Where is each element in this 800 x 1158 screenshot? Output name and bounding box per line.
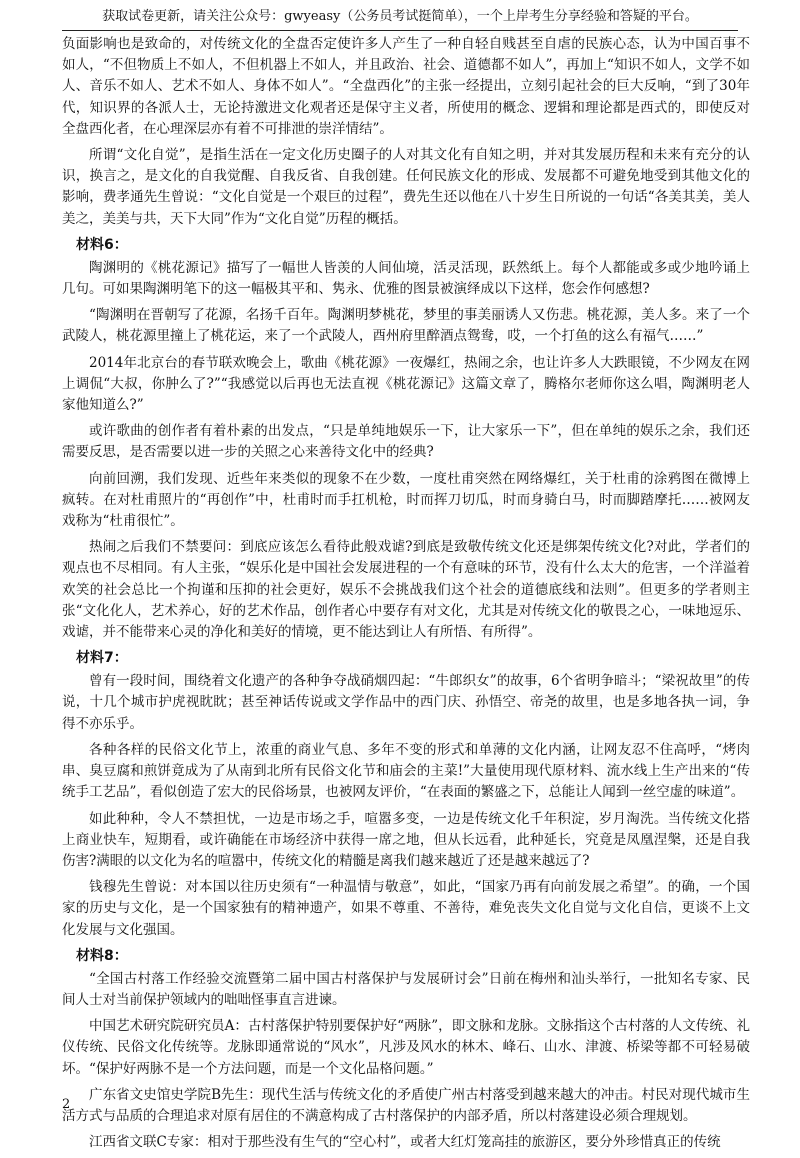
body-paragraph: 广东省文史馆史学院B先生：现代生活与传统文化的矛盾使广州古村落受到越来越大的冲击。村民对现代城市生活方式与品质的合理追求对原有居住的不满意构成了古村落保护的内部矛盾，所以村落建设必须合理规划。: [62, 1086, 750, 1124]
body-paragraph: 陶渊明的《桃花源记》描写了一幅世人皆羡的人间仙境，活灵活现，跃然纸上。每个人都能或多或少地吟诵上几句。可如果陶渊明笔下的这一幅极其平和、隽永、优雅的图景被演绎成以下这样，您会作何感想?: [62, 259, 750, 298]
body-paragraph: 负面影响也是致命的，对传统文化的全盘否定使许多人产生了一种自轻自贱甚至自虐的民族心态，认为中国百事不如人，“不但物质上不如人，不但机器上不如人，并且政治、社会、道德都不如人”，再加上“知识不如人，文学不如人、音乐不如人、艺术不如人、身体不如人”。“全盘西化”的主张一经提出，立刻引起社会的巨大反响，“到了30年代，知识界的各派人士，无论持激进文化观者还是保守主义者，所使用的概念、逻辑和理论都是西式的，即使反对全盘西化者，在心理深层亦有着不可排泄的崇洋情结”。: [62, 36, 750, 137]
page-header: 获取试卷更新，请关注公众号：gwyeasy（公务员考试挺简单），一个上岸考生分享经验和答疑的平台。: [102, 9, 698, 24]
body-paragraph: 所谓“文化自觉”，是指生活在一定文化历史圈子的人对其文化有自知之明，并对其发展历程和未来有充分的认识，换言之，是文化的自我觉醒、自我反省、自我创建。任何民族文化的形成、发展都不可避免地受到其他文化的影响，费孝通先生曾说：“文化自觉是一个艰巨的过程”，费先生还以他在八十岁生日所说的一句话“各美其美，美人美之，美美与共，天下大同”作为“文化自觉”历程的概括。: [62, 147, 750, 227]
page-number: 2: [62, 1097, 71, 1112]
body-paragraph: 各种各样的民俗文化节上，浓重的商业气息、多年不变的形式和单薄的文化内涵，让网友忍不住高呼，“烤肉串、臭豆腐和煎饼竟成为了从南到北所有民俗文化节和庙会的主菜!”大量使用现代原材料、流水线上生产出来的“传统手工艺品”，看似创造了宏大的民俗场景，也被网友评价，“在表面的繁盛之下，总能让人闻到一丝空虚的味道”。: [62, 741, 750, 801]
section-heading: 材料6：: [76, 236, 128, 253]
body-paragraph: 热闹之后我们不禁要问：到底应该怎么看待此般戏谑?到底是致敬传统文化还是绑架传统文化?对此，学者们的观点也不尽相同。有人主张，“娱乐化是中国社会发展进程的一个有意味的环节，没有什么太大的危害，一个洋溢着欢笑的社会总比一个拘谨和压抑的社会更好，娱乐不会挑战我们这个社会的道德底线和法则”。但更多的学者则主张“文化化人，艺术养心，好的艺术作品，创作者心中要存有对文化，尤其是对传统文化的敬畏之心，一味地逗乐、戏谑，并不能带来心灵的净化和美好的情境，更不能达到让人有所悟、有所得”。: [62, 539, 750, 641]
body-paragraph: 曾有一段时间，围绕着文化遗产的各种争夺战硝烟四起：“牛郎织女”的故事，6个省明争暗斗；“梁祝故里”的传说，十几个城市护虎视眈眈；甚至神话传说或文学作品中的西门庆、孙悟空、帝尧的故里，也是多地各执一词，争得不亦乐乎。: [62, 673, 750, 732]
body-paragraph: 如此种种，令人不禁担忧，一边是市场之手，喧嚣多变，一边是传统文化千年积淀，岁月淘洗。当传统文化搭上商业快车，短期看，或许确能在市场经济中获得一席之地，但从长远看，此种延长，究竟是凤凰涅槃，还是自我伤害?满眼的以文化为名的喧嚣中，传统文化的精髓是离我们越来越近了还是越来越远了?: [62, 810, 750, 869]
body-paragraph: “全国古村落工作经验交流暨第二届中国古村落保护与发展研讨会”日前在梅州和汕头举行，一批知名专家、民间人士对当前保护领域内的咄咄怪事直言进谏。: [62, 970, 750, 1008]
header-divider: [62, 30, 738, 31]
body-paragraph: “陶渊明在晋朝写了花源，名扬千百年。陶渊明梦桃花，梦里的事美丽诱人又伤悲。桃花源，美人多。来了一个武陵人，桃花源里撞上了桃花运，来了一个武陵人，酉州府里醉酒点鸳鸯，哎，一个打鱼的这么有福气……”: [62, 307, 750, 345]
document-body: [62, 34, 750, 1158]
body-paragraph: 江西省文联C专家：相对于那些没有生气的“空心村”，或者大红灯笼高挂的旅游区，要分外珍惜真正的传统: [89, 1134, 721, 1151]
body-paragraph: 向前回溯，我们发现、近些年来类似的现象不在少数，一度杜甫突然在网络爆红，关于杜甫的涂鸦图在微博上疯转。在对杜甫照片的“再创作”中，杜甫时而手扛机枪，时而挥刀切瓜，时而身骑白马，时而脚踏摩托……被网友戏称为“杜甫很忙”。: [62, 470, 750, 530]
body-paragraph: 2014年北京台的春节联欢晚会上，歌曲《桃花源》一夜爆红，热闹之余，也让许多人大跌眼镜，不少网友在网上调侃“大叔，你肿么了?”“我感觉以后再也无法直视《桃花源记》这篇文章了，腾格尔老师你这么唱，陶渊明老人家他知道么?”: [62, 354, 750, 414]
body-paragraph: 钱穆先生曾说：对本国以往历史须有“一种温情与敬意”，如此，“国家乃再有向前发展之希望”。的确，一个国家的历史与文化，是一个国家独有的精神遗产，如果不尊重、不善待，难免丧失文化自觉与文化自信，更谈不上文化发展与文化强国。: [62, 879, 750, 938]
section-heading: 材料7：: [76, 650, 128, 667]
section-heading: 材料8：: [76, 947, 128, 964]
body-paragraph: 中国艺术研究院研究员A：古村落保护特别要保护好“两脉”，即文脉和龙脉。文脉指这个古村落的人文传统、礼仪传统、民俗文化传统等。龙脉即通常说的“风水”，凡涉及风水的林木、峰石、山水、津渡、桥梁等都不可轻易破坏。“保护好两脉不是一个方法问题，而是一个文化品格问题。”: [62, 1018, 750, 1077]
body-paragraph: 或许歌曲的创作者有着朴素的出发点，“只是单纯地娱乐一下，让大家乐一下”，但在单纯的娱乐之余，我们还需要反思，是否需要以进一步的关照之心来善待文化中的经典?: [62, 423, 750, 461]
